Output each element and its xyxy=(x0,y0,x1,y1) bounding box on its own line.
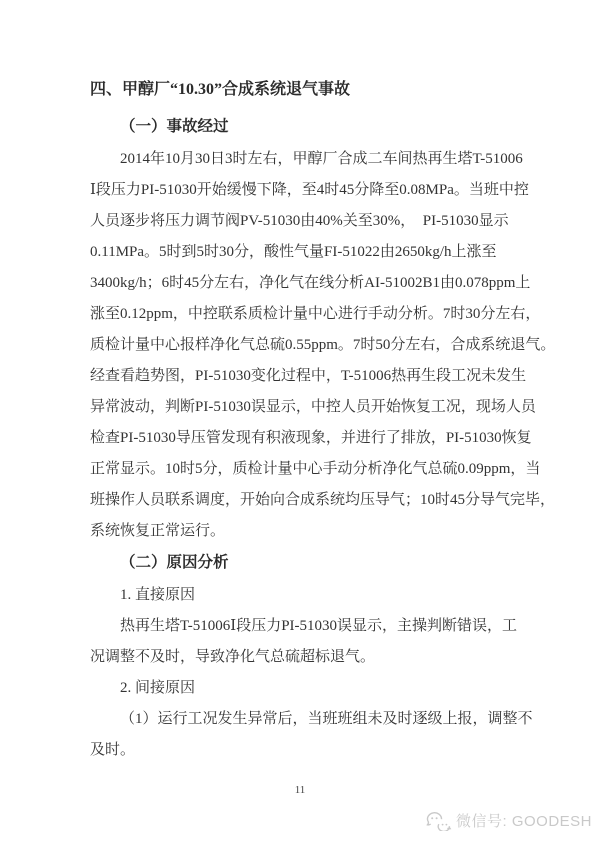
document-line: 经查看趋势图，PI-51030变化过程中，T-51006热再生段工况未发生 xyxy=(90,368,527,384)
document-line: 系统恢复正常运行。 xyxy=(90,523,226,539)
page-number: 11 xyxy=(294,784,306,796)
document-line: 涨至0.12ppm，中控联系质检计量中心进行手动分析。7时30分左右， xyxy=(90,306,541,322)
document-body xyxy=(90,80,556,766)
document-line: 0.11MPa。5时到5时30分，酸性气量FI-51022由2650kg/h上涨至 xyxy=(90,244,497,260)
document-line: 1. 直接原因 xyxy=(120,587,196,603)
document-line: 检查PI-51030导压管发现有积液现象，并进行了排放，PI-51030恢复 xyxy=(90,430,532,446)
document-line: 异常波动，判断PI-51030误显示，中控人员开始恢复工况，现场人员 xyxy=(90,399,536,415)
section-heading: （一）事故经过 xyxy=(120,118,229,135)
document-line: 热再生塔T-51006Ⅰ段压力PI-51030误显示，主操判断错误，工 xyxy=(120,618,518,634)
document-line: 人员逐步将压力调节阀PV-51030由40%关至30%， PI-51030显示 xyxy=(90,213,509,229)
document-line: 3400kg/h；6时45分左右，净化气在线分析AI-51002B1由0.078ppm上 xyxy=(90,275,531,291)
document-line: Ⅰ段压力PI-51030开始缓慢下降，至4时45分降至0.08MPa。当班中控 xyxy=(90,182,529,198)
document-line: 况调整不及时，导致净化气总硫超标退气。 xyxy=(90,649,376,665)
document-line: 2. 间接原因 xyxy=(120,680,196,696)
document-line: （1）运行工况发生异常后，当班班组未及时逐级上报，调整不 xyxy=(120,711,533,727)
document-line: 班操作人员联系调度，开始向合成系统均压导气；10时45分导气完毕， xyxy=(90,492,556,508)
document-line: 质检计量中心报样净化气总硫0.55ppm。7时50分左右，合成系统退气。 xyxy=(90,337,556,353)
document-line: 2014年10月30日3时左右，甲醇厂合成二车间热再生塔T-51006 xyxy=(120,151,523,167)
section-heading: （二）原因分析 xyxy=(120,554,229,571)
document-line: 及时。 xyxy=(90,742,136,758)
document-line: 正常显示。10时5分，质检计量中心手动分析净化气总硫0.09ppm，当 xyxy=(90,461,541,477)
wechat-watermark xyxy=(426,810,592,831)
wechat-icon xyxy=(426,811,452,831)
document-title: 四、甲醇厂“10.30”合成系统退气事故 xyxy=(90,81,351,98)
wechat-id-label: 微信号: GOODESH xyxy=(455,813,592,830)
